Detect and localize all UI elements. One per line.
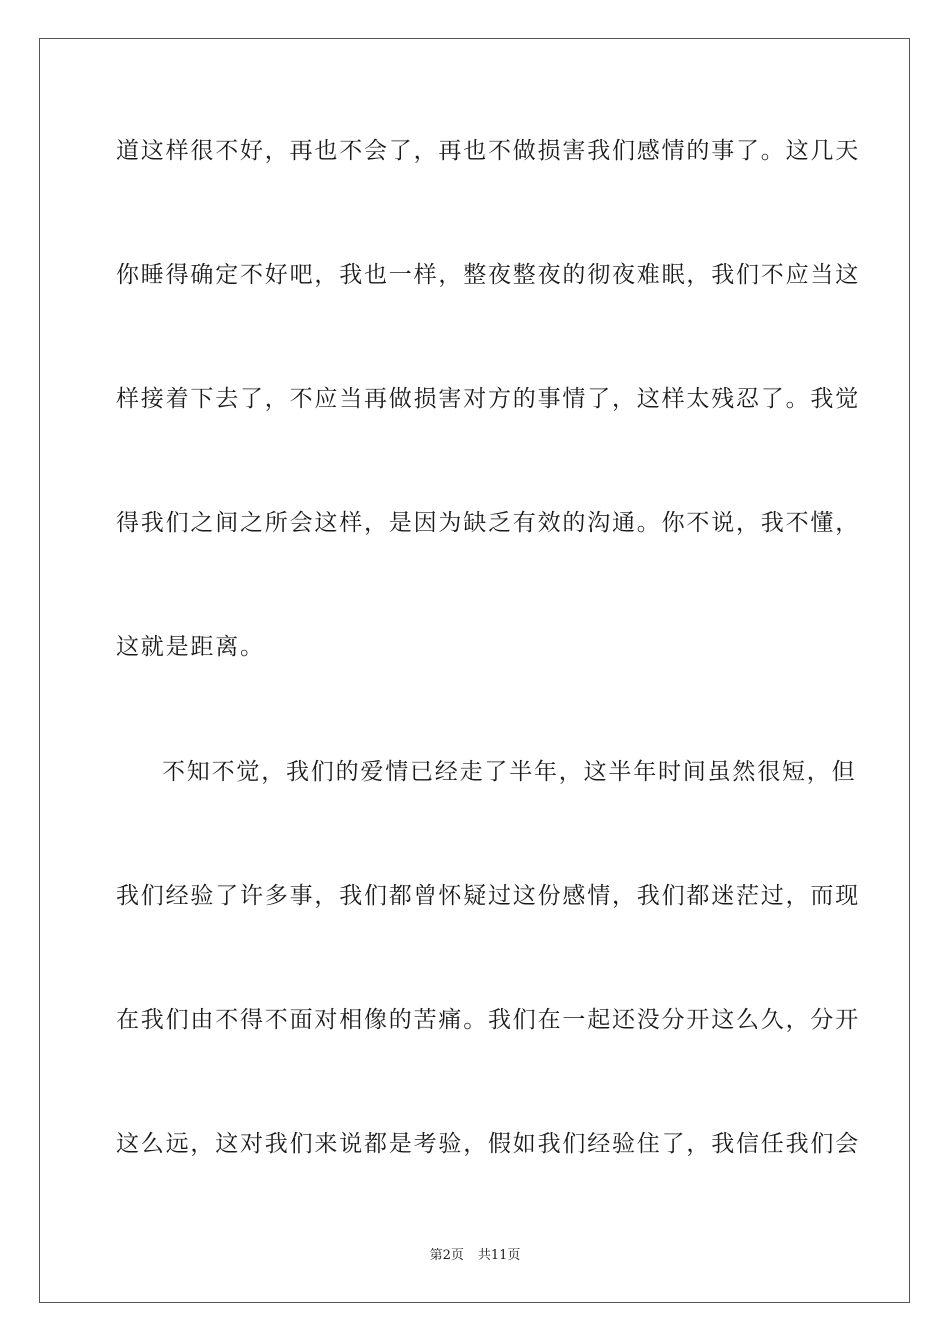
text-line: 样接着下去了，不应当再做损害对方的事情了，这样太残忍了。我觉 xyxy=(116,386,860,412)
text-line: 我们经验了许多事，我们都曾怀疑过这份感情，我们都迷茫过，而现 xyxy=(116,883,860,909)
text-line: 在我们由不得不面对相像的苦痛。我们在一起还没分开这么久，分开 xyxy=(116,1007,860,1033)
page-border xyxy=(39,38,910,1303)
text-line: 你睡得确定不好吧，我也一样，整夜整夜的彻夜难眠，我们不应当这 xyxy=(116,262,860,288)
page-number: 第2页 xyxy=(429,1248,464,1263)
page-footer xyxy=(0,1247,950,1265)
page-total: 共11页 xyxy=(477,1248,521,1263)
text-line: 这就是距离。 xyxy=(116,634,265,660)
text-line-indented: 不知不觉，我们的爱情已经走了半年，这半年时间虽然很短，但 xyxy=(162,759,857,785)
text-line: 这么远，这对我们来说都是考验，假如我们经验住了，我信任我们会 xyxy=(116,1131,860,1157)
text-line: 得我们之间之所会这样，是因为缺乏有效的沟通。你不说，我不懂， xyxy=(116,510,860,536)
text-line: 道这样很不好，再也不会了，再也不做损害我们感情的事了。这几天 xyxy=(116,138,860,164)
